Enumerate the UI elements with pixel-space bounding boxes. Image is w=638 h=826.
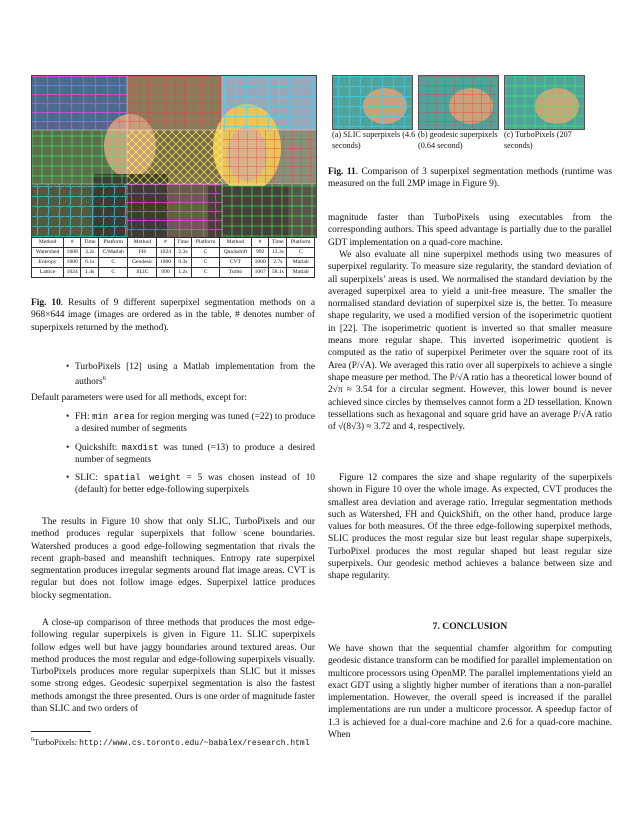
results-paragraph: The results in Figure 10 show that only SLIC, TurboPixels and our method produces regular superpixels that follow scene boundaries. Watershed produces a good edge-following segmentation that rivals the recent graph-based and meanshift techniques. Entropy rate superpixel segmentation produces irregular segments around flat image areas. CVT is regular but does not follow image edges. Superpixel lattice produces blocky segmentation.	[31, 517, 315, 601]
footnote-rule	[31, 731, 91, 732]
bullet-post: for region merging was tuned (=22) to produce a desired number of segments	[75, 412, 315, 435]
table-header: Method	[219, 238, 251, 248]
footnote-number: 6	[31, 737, 34, 743]
table-cell: C/Matlab	[99, 248, 128, 258]
table-cell: 6.1s	[81, 258, 99, 268]
conclusion-paragraph: We have shown that the sequential chamfer algorithm for computing geodesic distance transform can be modified for parallel implementation on multicore processors using OpenMP. The parallel implementations yield an exact GDT using a slightly higher number of iterations than a non-parallel implementation. However, the overall speed is increased if the parallel implementations are run under a multicore processor. A speedup factor of 1.3 is achieved for a dual-core machine and 2.6 for a quad-core machine. When	[328, 644, 613, 741]
figure-10-table	[31, 237, 315, 278]
list-item	[31, 472, 315, 497]
speed-paragraph: magnitude faster than TurboPixels using executables from the corresponding authors. This speed advantage is partially due to the parallel GDT implementation on a quad-core machine.	[328, 213, 612, 248]
table-cell: FH	[128, 248, 157, 258]
list-item	[31, 442, 315, 467]
figure-10-image	[31, 75, 317, 238]
table-cell: C	[99, 258, 128, 268]
table-row	[32, 248, 315, 258]
bullet-pre: SLIC:	[75, 473, 104, 484]
table-cell: CVT	[219, 258, 251, 268]
slic-thumbnail	[332, 75, 413, 130]
bullet-dot-icon: •	[66, 473, 70, 484]
subcaption-c: (c) TurboPixels (207 seconds)	[504, 130, 572, 150]
footnote-label: TurboPixels:	[34, 737, 77, 747]
table-cell: 2.7s	[269, 258, 287, 268]
bullet-dot-icon: •	[66, 412, 70, 422]
bullet-code: min area	[92, 412, 135, 422]
figure-11-caption-text: . Comparison of 3 superpixel segmentation methods (runtime was measured on the full 2MP image in Figure 9).	[328, 167, 612, 190]
bullet-post: was tuned (=13) to produce a desired number of segments	[75, 442, 315, 465]
table-header: Time	[269, 238, 287, 248]
list-item	[31, 411, 315, 436]
bullet-dot-icon: •	[66, 362, 70, 372]
table-header: Platform	[192, 238, 219, 248]
table-cell: 992	[252, 248, 269, 258]
table-cell: Quickshift	[219, 248, 251, 258]
table-cell: 1024	[64, 268, 81, 278]
table-cell: 1000	[64, 258, 81, 268]
param-bullet-list	[31, 411, 315, 497]
table-row	[32, 268, 315, 278]
table-cell: 1.4s	[81, 268, 99, 278]
bullet-post: = 5 was chosen instead of 10 (default) for better edge-following superpixels	[75, 473, 315, 496]
table-cell: C	[192, 258, 219, 268]
table-row	[32, 258, 315, 268]
table-header: Platform	[99, 238, 128, 248]
bullet-code: spatial weight	[103, 473, 181, 484]
table-header-row	[32, 238, 315, 248]
bullet-code: maxdist	[121, 442, 159, 453]
table-cell: 3.2s	[81, 248, 99, 258]
table-cell: Matlab	[287, 268, 315, 278]
table-cell: Lattice	[32, 268, 64, 278]
section-heading: 7. CONCLUSION	[432, 621, 508, 632]
geodesic-thumbnail	[418, 75, 499, 130]
bullet-text: TurboPixels [12] using a Matlab implementation from the authors	[75, 362, 315, 388]
closeup-paragraph: A close-up comparison of three methods that produces the most edge-following regular superpixels is given in Figure 11. SLIC superpixels follow edges well but have jaggy boundaries around textured areas. Our method produces the most regular and edge-following superpixels visually. TurboPixels produces more regular superpixels than SLIC but it misses some strong edges. Geodesic superpixel segmentation is also the fastest methods amongst the three presented. Ours is one order of magnitude faster than SLIC and two orders of	[31, 618, 315, 715]
table-cell: 2.3s	[174, 248, 192, 258]
default-params-text: Default parameters were used for all methods, except for:	[31, 393, 247, 403]
table-cell: C	[99, 268, 128, 278]
footnote	[31, 735, 315, 749]
table-header: #	[157, 238, 174, 248]
superpixel-mosaic	[32, 76, 316, 237]
table-cell: 13.3s	[269, 248, 287, 258]
bullet-pre: FH:	[75, 412, 93, 422]
footnote-mark: 6	[102, 375, 106, 383]
turbopixels-thumbnail	[504, 75, 585, 130]
figure-10-caption-text: . Results of 9 different superpixel segmentation methods on a 968×644 image (images are ordered as in the table, # denotes number of superpixels returned by the method).	[31, 298, 315, 333]
figure-12-paragraph: Figure 12 compares the size and shape regularity of the superpixels shown in Figure 10 over the whole image. As expected, CVT produces the smallest area deviation and average ratio. Irregular segmentation methods such as Watershed, FH and QuickShift, on the other hand, produce large values for both measures. Of the three edge-following superpixel methods, SLIC produces the most regular size but least regular shape superpixels, TurboPixel produces the most regular shaped but least regular size superpixels. Our geodesic method achieves a balance between size and shape regularity.	[328, 473, 612, 582]
footnote-url[interactable]: http://www.cs.toronto.edu/~babalex/research.html	[79, 738, 310, 748]
figure-11-label: Fig. 11	[328, 167, 356, 177]
turbopixels-bullet	[31, 361, 315, 389]
geodesic-superpixel-image	[419, 76, 498, 129]
table-cell: 1067	[252, 268, 269, 278]
bullet-pre: Quickshift:	[75, 442, 122, 453]
slic-superpixel-image	[333, 76, 412, 129]
bullet-dot-icon: •	[66, 442, 70, 453]
table-cell: Turbo	[219, 268, 251, 278]
table-header: Method	[128, 238, 157, 248]
table-header: Time	[174, 238, 192, 248]
turbopixels-superpixel-image	[505, 76, 584, 129]
table-cell: 1.2s	[174, 268, 192, 278]
table-header: Method	[32, 238, 64, 248]
regularity-paragraph: We also evaluate all nine superpixel methods using two measures of superpixel regularity. To measure size regularity, the standard deviation of all superpixels’ areas is used. We normalised the standard deviation by the averaged superpixel area to yield a unit-free measure. The smaller the normalised standard deviation of superpixel size is, the better. To measure shape regularity, we used a modified version of the isoperimetric quotient in [22]. The isoperimetric quotient is inverted so that smaller measure means more regular shape. This inverted isoperimetric quotient is computed as the ratio of superpixel Perimeter over the square root of its Area (P/√A). We averaged this ratio over all superpixels to achieve a single shape measure per method. The P/√A ratio has a theoretical lower bound of 2√π ≈ 3.54 for a circular segment. However, this lower bound is never achieved since circles by themselves cannot form a 2D tessellation. Known tessellations such as hexagonal and square grid have an average P/√A ratio of √(8√3) ≈ 3.72 and 4, respectively.	[328, 250, 612, 433]
table-cell: Entropy	[32, 258, 64, 268]
figure-10-caption	[31, 297, 315, 334]
table-cell: Matlab	[287, 258, 315, 268]
table-header: #	[64, 238, 81, 248]
table-cell: C	[192, 268, 219, 278]
table-cell: Watershed	[32, 248, 64, 258]
table-cell: 58.1s	[269, 268, 287, 278]
table-cell: 990	[157, 268, 174, 278]
figure-11-caption	[328, 166, 612, 191]
figure-10-label: Fig. 10	[31, 298, 61, 308]
table-cell: Geodesic	[128, 258, 157, 268]
list-item	[31, 361, 315, 389]
table-header: Platform	[287, 238, 315, 248]
table-header: #	[252, 238, 269, 248]
subcaption-a: (a) SLIC superpixels (4.6 seconds)	[332, 130, 416, 150]
table-cell: SLIC	[128, 268, 157, 278]
subcaption-b: (b) geodesic superpixels (0.64 second)	[418, 130, 498, 150]
table-cell: 0.3s	[174, 258, 192, 268]
table-cell: 1024	[157, 248, 174, 258]
table-header: Time	[81, 238, 99, 248]
table-cell: 1000	[252, 258, 269, 268]
table-cell: 1008	[64, 248, 81, 258]
table-cell: C	[192, 248, 219, 258]
table-cell: C	[287, 248, 315, 258]
table-cell: 1000	[157, 258, 174, 268]
